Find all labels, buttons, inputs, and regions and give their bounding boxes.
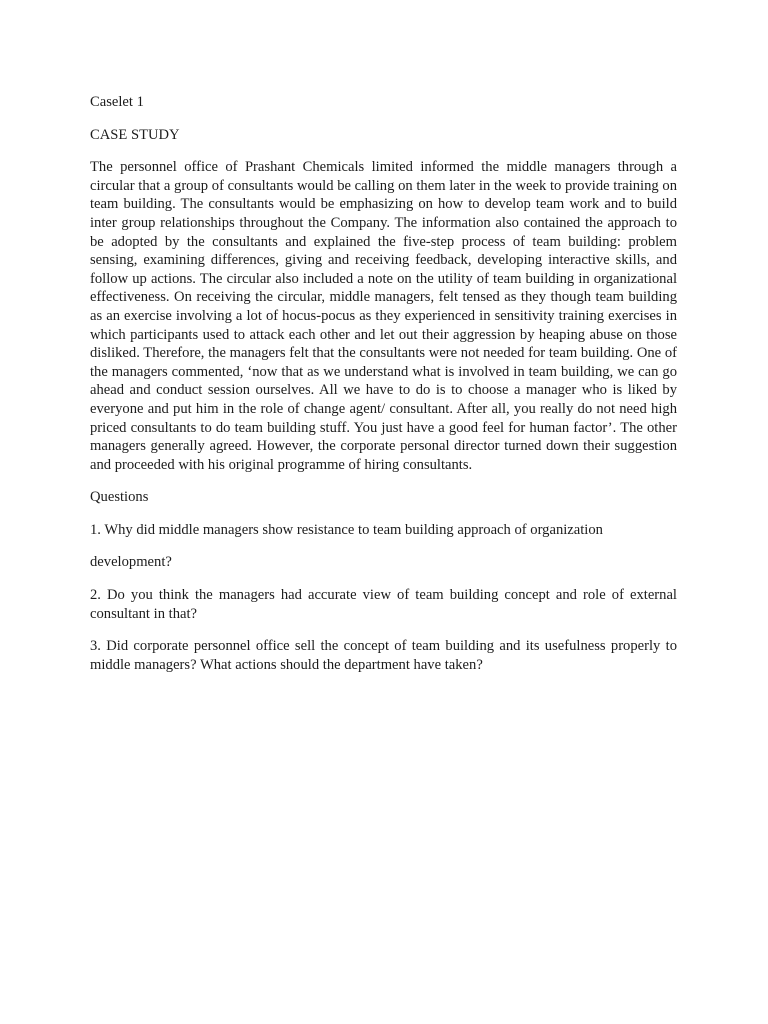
document-page <box>90 93 677 688</box>
question-1-continuation: development? <box>90 554 172 571</box>
question-1: 1. Why did middle managers show resistance to team building approach of organization <box>90 521 603 538</box>
case-body-paragraph: The personnel office of Prashant Chemicals limited informed the middle managers through a circular that a group of consultants would be calling on them later in the week to provide training on team building. The consultants would be emphasizing on how to develop team work and to build inter group relationships throughout the Company. The information also contained the approach to be adopted by the consultants and explained the five-step process of team building: problem sensing, examining differences, giving and receiving feedback, developing interactive skills, and follow up actions. The circular also included a note on the utility of team building in organizational effectiveness. On receiving the circular, middle managers, felt tensed as they though team building as an exercise involving a lot of hocus-pocus as they experienced in sensitivity training exercises in which participants used to attack each other and let out their aggression by heaping abuse on those disliked. Therefore, the managers felt that the consultants were not needed for team building. One of the managers commented, ‘now that as we understand what is involved in team building, we can go ahead and conduct session ourselves. All we have to do is to choose a manager who is liked by everyone and put him in the role of change agent/ consultant. After all, you really do not need high priced consultants to do team building stuff. You just have a good feel for human factor’. The other managers generally agreed. However, the corporate personal director turned down their suggestion and proceeded with his original programme of hiring consultants. <box>90 159 677 473</box>
question-3: 3. Did corporate personnel office sell the concept of team building and its usefulness properly to middle managers? What actions should the department have taken? <box>90 638 677 673</box>
questions-heading: Questions <box>90 489 149 506</box>
caselet-label: Caselet 1 <box>90 94 144 110</box>
question-2: 2. Do you think the managers had accurate view of team building concept and role of external consultant in that? <box>90 587 677 622</box>
case-study-heading: CASE STUDY <box>90 126 180 143</box>
